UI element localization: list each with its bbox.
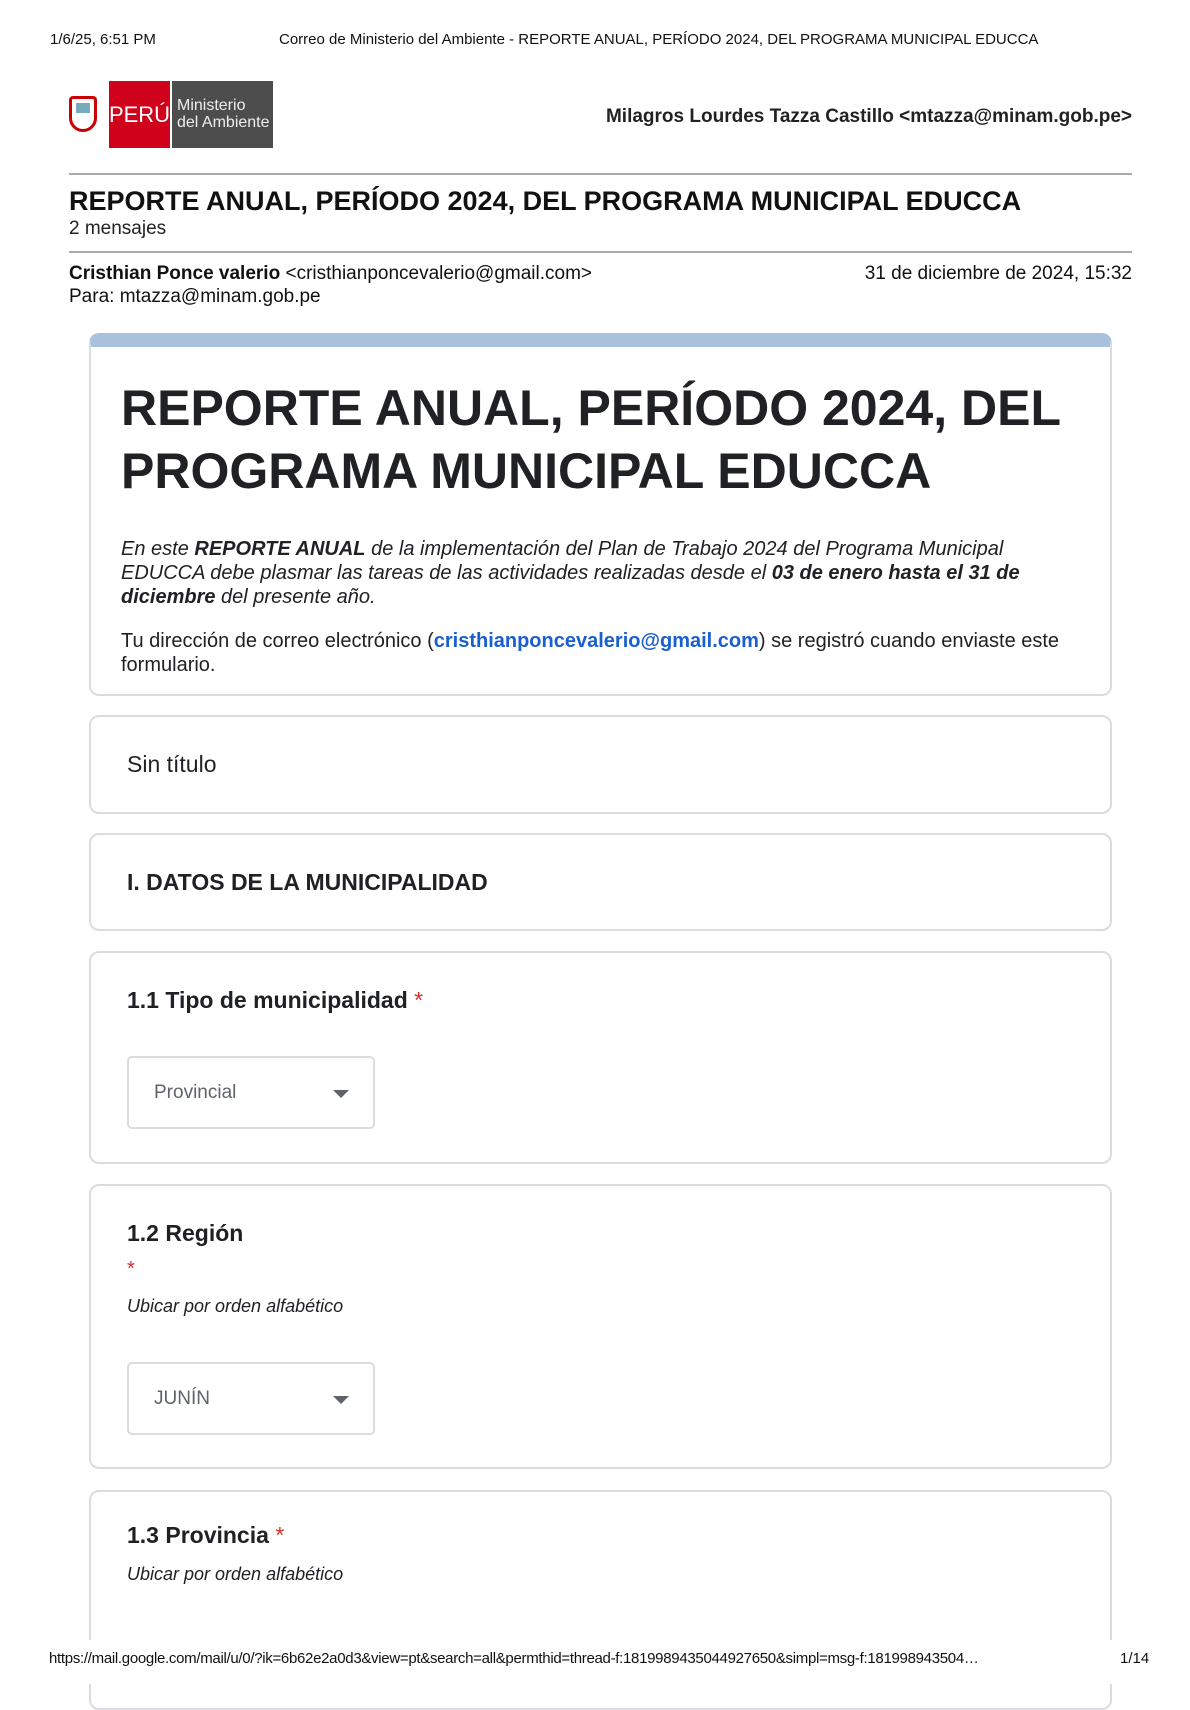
required-marker: *	[275, 1522, 285, 1548]
coat-of-arms-icon	[61, 84, 105, 146]
email-note-text: ) se registró cuando enviaste este formulario.	[121, 630, 1060, 676]
form-header-card	[89, 333, 1112, 696]
logo-ministry-line2: del Ambiente	[177, 114, 270, 131]
sender	[69, 263, 592, 285]
question-label	[127, 987, 423, 1014]
section-title: Sin título	[127, 751, 217, 777]
municipality-type-select[interactable]	[127, 1056, 375, 1129]
email-note	[121, 629, 1081, 677]
desc-text: En este	[121, 538, 195, 560]
section-1-card	[89, 833, 1112, 931]
question-text: 1.1 Tipo de municipalidad	[127, 987, 408, 1013]
message-count: 2 mensajes	[69, 218, 167, 239]
logo-country: PERÚ	[109, 81, 172, 148]
dropdown-arrow-icon	[333, 1090, 349, 1098]
ministry-logo	[61, 81, 273, 148]
dropdown-arrow-icon	[333, 1396, 349, 1404]
select-value: JUNÍN	[154, 1388, 210, 1409]
print-page-title: Correo de Ministerio del Ambiente - REPORTE ANUAL, PERÍODO 2024, DEL PROGRAMA MUNICIPAL EDUCCA	[279, 31, 1039, 48]
email-note-text: Tu dirección de correo electrónico (	[121, 630, 434, 652]
recipient: Para: mtazza@minam.gob.pe	[69, 286, 321, 307]
sender-name: Cristhian Ponce valerio	[69, 263, 281, 284]
logo-ministry-line1: Ministerio	[177, 97, 246, 114]
sender-email: <cristhianponcevalerio@gmail.com>	[285, 263, 593, 284]
region-select[interactable]	[127, 1362, 375, 1435]
required-marker: *	[127, 1258, 135, 1280]
select-value: Provincial	[154, 1082, 237, 1103]
respondent-email-link[interactable]: cristhianponcevalerio@gmail.com	[433, 630, 759, 652]
logo-ministry	[172, 81, 273, 148]
question-label: 1.2 Región	[127, 1220, 244, 1246]
question-1-1-card	[89, 951, 1112, 1164]
form-description	[121, 537, 1081, 609]
question-hint: Ubicar por orden alfabético	[127, 1564, 344, 1584]
page-number: 1/14	[1120, 1650, 1150, 1667]
section-untitled-card	[89, 715, 1112, 814]
print-datetime: 1/6/25, 6:51 PM	[50, 31, 156, 48]
divider	[69, 251, 1132, 253]
divider	[69, 173, 1132, 175]
desc-bold: 03 de enero hasta el 31 de diciembre	[121, 562, 1020, 608]
desc-text: del presente año.	[215, 586, 376, 608]
desc-text: de la implementación del Plan de Trabajo 2024 del Programa Municipal EDUCCA debe plasmar las tareas de las actividades realizadas desde el	[121, 538, 1004, 584]
question-1-2-card	[89, 1184, 1112, 1469]
section-title: I. DATOS DE LA MUNICIPALIDAD	[127, 869, 488, 895]
account-name: Milagros Lourdes Tazza Castillo <mtazza@minam.gob.pe>	[605, 106, 1132, 127]
form-title: REPORTE ANUAL, PERÍODO 2024, DEL PROGRAMA MUNICIPAL EDUCCA	[121, 380, 1061, 499]
question-text: 1.3 Provincia	[127, 1522, 269, 1548]
question-label	[127, 1522, 284, 1549]
print-url: https://mail.google.com/mail/u/0/?ik=6b62e2a0d3&view=pt&search=all&permthid=thread-f:1819989435044927650&simpl=msg-f:181998943504…	[49, 1650, 979, 1667]
question-hint: Ubicar por orden alfabético	[127, 1296, 344, 1316]
thread-subject: REPORTE ANUAL, PERÍODO 2024, DEL PROGRAMA MUNICIPAL EDUCCA	[69, 186, 1022, 216]
message-date: 31 de diciembre de 2024, 15:32	[864, 263, 1132, 284]
desc-bold: REPORTE ANUAL	[194, 538, 366, 560]
required-marker: *	[414, 987, 424, 1013]
